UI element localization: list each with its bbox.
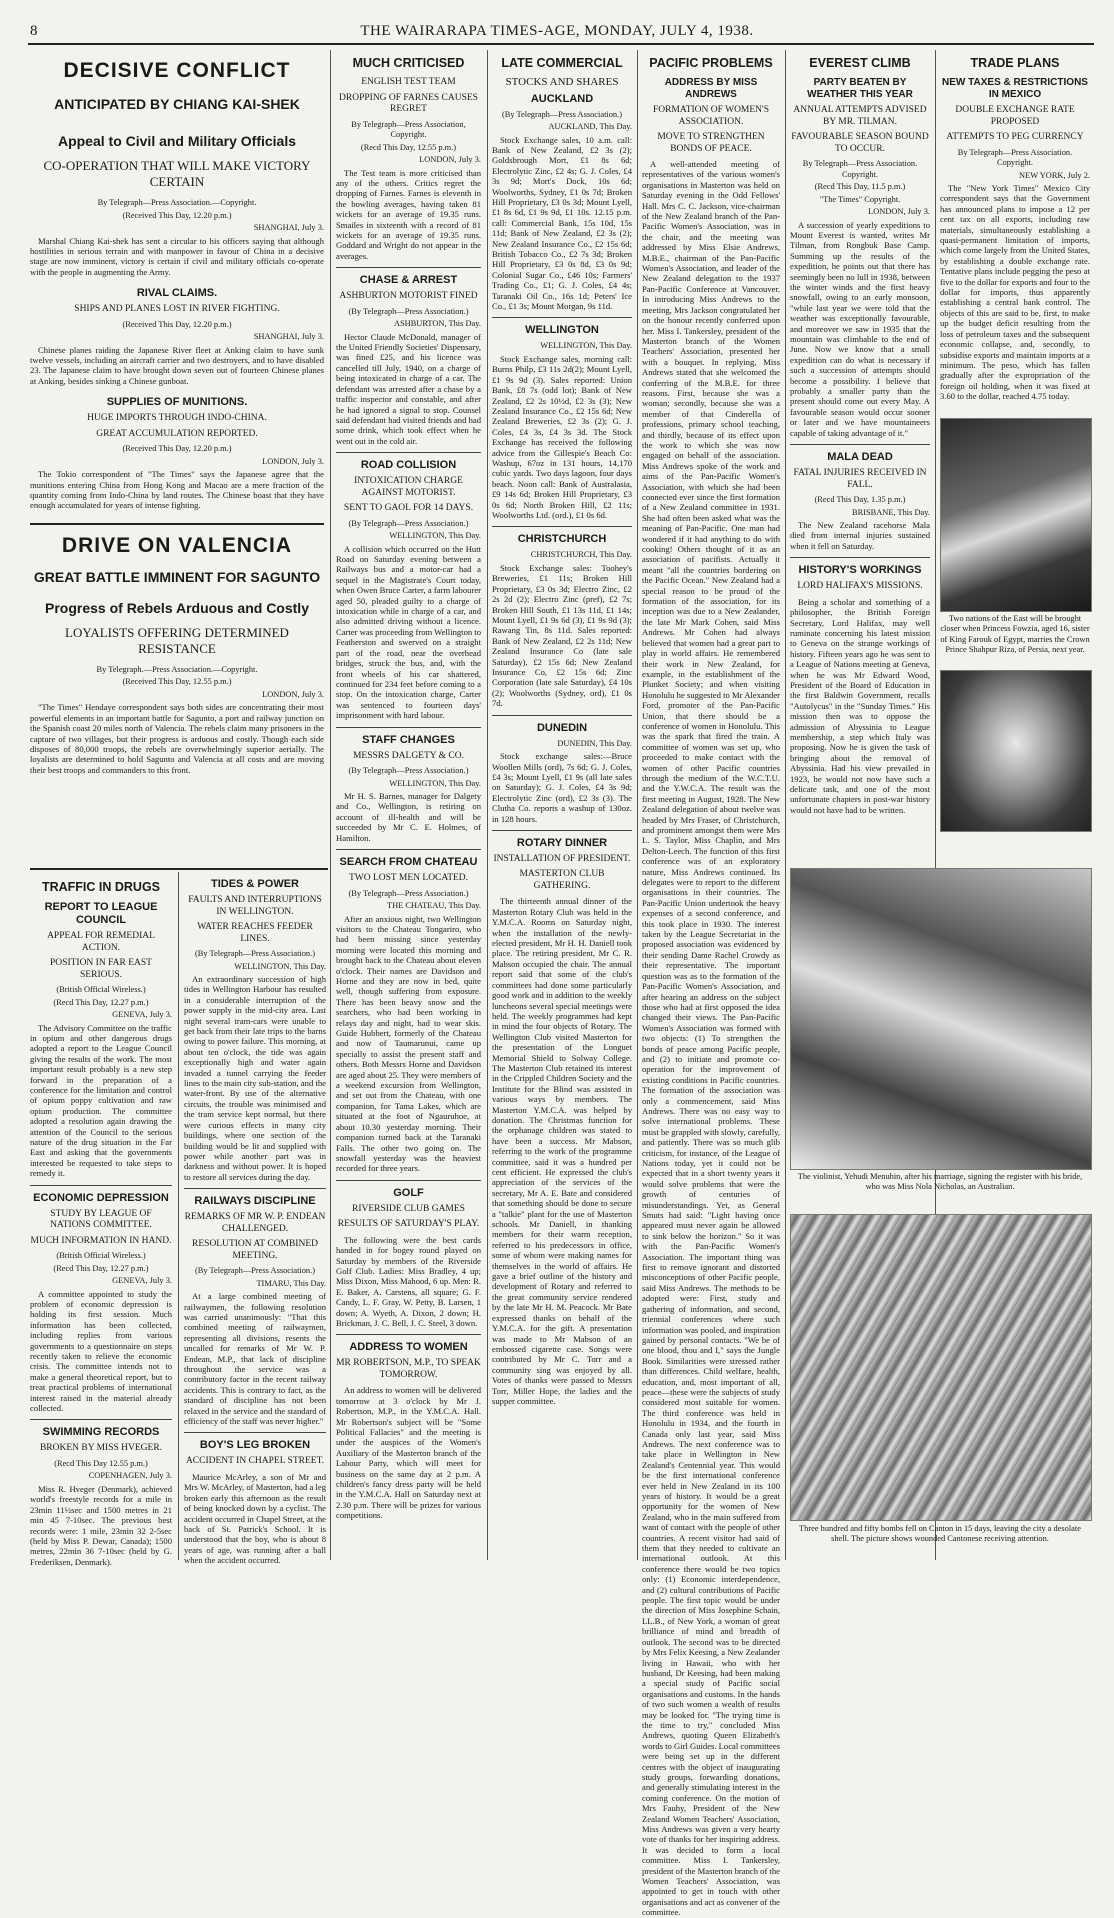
article-body: Chinese planes raiding the Japanese River fleet at Anking claim to have sunk twelve vessels, including an aircraft carrier and two destroyers, and to have disabled 23. The Japanese claim to have brought down seven out of fourteen Chinese planes at Anking, besides sinking a Chinese gunboat. (30, 344, 324, 386)
subheadline: DROPPING OF FARNES CAUSES REGRET (339, 92, 478, 114)
received: (Received This Day, 12.55 p.m.) (122, 677, 232, 687)
headline: BOY'S LEG BROKEN (199, 1439, 311, 1452)
article-body: The Tokio correspondent of "The Times" says the Japanese agree that the munitions entering China from Hong Kong and Macao are a mere fraction of the quantity coming from Indo-China by land routes. The Chinese boast that they have enough accumulated for years of intense fighting. (30, 469, 324, 511)
byline: (By Telegraph—Press Association.) (502, 109, 622, 119)
dateline: DUNEDIN, This Day. (557, 738, 632, 748)
dateline: LONDON, July 3. (868, 207, 930, 216)
headline: PACIFIC PROBLEMS (649, 56, 773, 70)
subheadline: INSTALLATION OF PRESIDENT. (493, 853, 631, 864)
dateline: LONDON, July 3. (262, 456, 324, 466)
subheadline: RESOLUTION AT COMBINED MEETING. (192, 1239, 318, 1261)
subheadline: GREAT ACCUMULATION REPORTED. (96, 428, 258, 439)
section-rule (336, 1180, 481, 1181)
princess-photo (940, 418, 1092, 612)
headline: ADDRESS TO WOMEN (349, 1341, 468, 1354)
deck: LOYALISTS OFFERING DETERMINED RESISTANCE (65, 624, 289, 656)
section-heading: WELLINGTON (525, 324, 599, 337)
subheadline: MR ROBERTSON, M.P., TO SPEAK TOMORROW. (336, 1358, 481, 1380)
credit: "The Times" Copyright. (819, 194, 901, 204)
headline: DRIVE ON VALENCIA (61, 533, 293, 557)
dateline: CHRISTCHURCH, This Day. (530, 550, 632, 560)
section-rule (30, 1185, 172, 1186)
column-trade (940, 50, 1090, 410)
received: (Recd This Day, 1.35 p.m.) (814, 495, 906, 505)
article-body: A well-attended meeting of representatives of the various women's organisations in Masterton was held on Saturday evening in the Odd Fellows' Hall. Mrs C. C. Jackson, vice-chairman of the New Zealand branch of the Pan-Pacific Women's Association, was in the chair, and the meeting was addressed by Miss Elsie Andrews, M.B.E., chairman of the Pan-Pacific Women's Association, and leader of the New Zealand delegation to the 1937 Pan-Pacific Conference at Vancouver. In introducing Miss Andrews to the meeting, Mrs Jackson congratulated her on the honour recently conferred upon her. Miss I. Tankersley, president of the Masterton branch of the Women Teachers' Association, presented her with a bouquet. In replying, Miss Andrews stated that she welcomed the conferring of the M.B.E. for three reasons. First, because she was a woman; secondly, because she was a member of that Cinderella of professions, primary school teaching, and thirdly, because of its effect upon the work to which she was now engaged on behalf of the association. Miss Andrews spoke of the work and aims of the Pan-Pacific Women's Association, with which she had been connected ever since the first formation of a New Zealand committee in 1931. She had often been asked what was the meaning of Pan-Pacific. One man had wondered if it had anything to do with cooking! Others thought of it as an association of pacifists. Actually it meant "all the countries bordering on the Pacific Ocean." New Zealand had a special reason to be proud of the formation of the association, for its inception was due to a New Zealander, the late Mr Mark Cohen, said Miss Andrews. Mr Cohen had always believed that women had a great part to play in world affairs. He remembered their work in New Zealand, for example, in the establishment of the Plunket Society; and when visiting Honolulu he suggested to Mr Alexander Ford, promoter of the Pan-Pacific Union, that there should be a conference of women in Honolulu. This was the spark that fired the train. A committee of women was set up, who proceeded to make contact with the women of other Pacific countries through the medium of the W.C.T.U. and the Y.W.C.A. The result was the first meeting in August, 1928. The New Zealand delegation of about twelve was headed by Mrs Fraser, of Christchurch, and prominent amongst them were Mrs L. S. Taylor, Miss Chaplin, and Mrs Delton-Leech. The function of this first conference was of an exploratory nature, Miss Andrews continued. Its delegates were to report to the different organisations in their countries. The Pan-Pacific Union undertook the heavy expenses of a second conference, and this took place in 1930. The interest taken by the League Secretariat in the proposed association was evidenced by their sending Dame Rachel Crowdy as their representative. The important question was as to the formation of the Pan-Pacific Women's Association, and after hearing an address on the subject those who had at first opposed the idea changed their views. The Pan-Pacific Women's Association was formed with two objects: (1) To strengthen the bonds of peace among Pacific people, and (2) to initiate and promote co-operation for the improvement of existing conditions in Pacific countries. The formation of the association was only a commencement, said Miss Andrews. There was no easy way to solve international problems. These must be grappled with slowly, carefully, and patiently. There was so much glib criticism, for instance, of the League of Nations today, yet it could not be expected that in a short twenty years it would solve problems that were the growth of centuries of misunderstandings. Yet, as General Smuts had said: "Light having once appeared must never again be allowed to sink below the horizon." So it was with the Pan-Pacific Women's Association. The important thing was first to remove ignorant and distorted misconceptions of other Pacific people, said Miss Andrews. The methods to be adopted were: First, study and gathering of information, and second, triennial conferences where such information was pooled, and inspiration gained by personal contacts. "We be of one blood, thou and I," says the Jungle Book. Similarities were stressed rather than differences. Child welfare, health, education, and, most important of all, peace—these were the subjects of study considered most suitable for women. The third conference was held in Honolulu in 1934, and the fourth in Canada only last year, said Miss Andrews. The next conference was to take place in Wellington in New Zealand's Centennial year. This would be the first international conference ever held in New Zealand in its 100 years of history. It would be a great opportunity for the women of New Zealand, who in the main suffered from want of contact with the people of other countries. A recent visitor had said of them that they needed to cultivate an international outlook. At this conference there would be two topics only: (1) Economic interdependence, and (2) cultural contributions of Pacific people. The first topic would be under the direction of Miss Josephine Schain, LL.B., of New York, a woman of great brilliance of mind and breadth of outlook. The second was to be directed by Mrs Felix Keesing, a New Zealander living in Hawaii, who with her husband, Dr Keesing, had been making a special study of Pacific social organisations and customs. In the hands of two such women a wealth of results may be looked for. "The trying time is the time to try," concluded Miss Andrews, quoting Queen Elizabeth's words to Girl Guides. Local committees were being set up in the different centres with the object of inaugurating study groups, forwarding donations, and generally stimulating interest in the coming conference. On the motion of Mrs Fauhy, President of the New Zealand Women Teachers' Association, Miss Andrews was given a very hearty vote of thanks for her inspiring address. It was decided to form a local committee. Miss I. Tankersley, president of the Masterton branch of the Women Teachers' Association, was appointed to get in touch with other organisations and act as convener of the committee. (642, 159, 780, 1918)
article-body: A collision which occurred on the Hutt Road on Saturday evening between a Railways bus and a motor-car had a sequel in the Magistrate's Court today, when Owen Bruce Carter, a farm labourer aged 50, pleaded guilty to a charge of intoxication while in charge of a car, and also admitted driving without a licence. Carter was proceeding from Wellington to Featherston and swerved on a straight part of the road, near the overhead bridges, struck the bus, and, with the front wheels of his car shattered, continued for 234 feet before coming to a stop. On the intoxication charge, Carter was sentenced to fourteen days' imprisonment with hard labour. (336, 543, 481, 721)
subheadline: FAULTS AND INTERRUPTIONS IN WELLINGTON. (188, 895, 322, 917)
section-rule (492, 830, 632, 831)
article-body: An extraordinary succession of high tides in Wellington Harbour has resulted in a considerable interruption of the power supply in the mid-city area. Last night several tram-cars were unable to get back from their late trips to the barns owing to power failure. This morning, at about ten o'clock, the tide was again exceptionally high and water again invaded a tunnel carrying the feeder lines to the main city sub-station, and the water-front. By use of the alternative circuits, the trouble was minimised and the tram service kept normal, but there were curious effects in many city buildings, where one section of the building would be lit and supplied with power while another part was in darkness and without power. It is hoped to restore all services during the day. (184, 974, 326, 1182)
subheadline: WATER REACHES FEEDER LINES. (197, 922, 313, 944)
section-rule (336, 727, 481, 728)
subheadline: DOUBLE EXCHANGE RATE PROPOSED (955, 105, 1075, 127)
subheadline: HUGE IMPORTS THROUGH INDO-CHINA. (87, 413, 267, 424)
subheadline: INTOXICATION CHARGE AGAINST MOTORIST. (354, 476, 463, 498)
subheadline: NEW TAXES & RESTRICTIONS IN MEXICO (942, 77, 1088, 100)
article-body: Stock exchange sales:—Bruce Woollen Mills (ord), 7s 6d; G. J. Coles, £4 3s; Mount Lyell, £1 9s (all late sales on Saturday); G. J. Coles, £4 3s 9d; Electrolytic Zinc (ord), £2 3s (3). The Clutha Co. reports a washup of 130oz. in 128 hours. (492, 751, 632, 824)
article-body: Marshal Chiang Kai-shek has sent a circular to his officers saying that although hostilities in serious terrain and with manpower in favour of China in a decisive stage are now imminent, victory is certain if civil and military officials co-operate with the people in augmenting the Army. (30, 235, 324, 277)
headline: RIVAL CLAIMS. (136, 287, 218, 300)
received: (Received This Day, 12.20 p.m.) (122, 319, 232, 329)
byline: (British Official Wireless.) (56, 985, 146, 994)
received: (Recd This Day, 12.27 p.m.) (53, 1263, 149, 1273)
section-rule (30, 868, 328, 870)
dateline: COPENHAGEN, July 3. (88, 1471, 172, 1481)
subheadline: ANTICIPATED BY CHIANG KAI-SHEK (54, 96, 300, 112)
subheadline: PARTY BEATEN BY WEATHER THIS YEAR (807, 77, 913, 100)
headline: STAFF CHANGES (362, 733, 455, 746)
subheadline: STUDY BY LEAGUE OF NATIONS COMMITTEE. (50, 1208, 152, 1231)
dateline: NEW YORK, July 2. (1019, 170, 1090, 180)
article-body: Maurice McArley, a son of Mr and Mrs W. McArley, of Masterton, had a leg broken early this afternoon as the result of being knocked down by a cyclist. The accident occurred in Chapel Street, at the back of St. Patrick's School. It is understood that the boy, who is about 8 years of age, was running after a ball when the accident occurred. (184, 1471, 326, 1566)
dateline: AUCKLAND, This Day. (548, 122, 632, 131)
article-body: After an anxious night, two Wellington visitors to the Chateau Tongariro, who had been missing since yesterday morning were located this morning and brought back to the Chateau about eleven o'clock. Their names are Davidson and Horne and they are now in bed, quite well, though suffering from exposure. There has been heavy snow and the searchers, who had been working in relays day and night, had to wear skis. Guide Hubbert, formerly of the Chateau and now of Taumarunui, came up specially to assist the present staff and others. Both Messrs Horne and Davidson are aged about 25. They were members of a weekend excursion from Wellington, and set out from the Chateau, with one companion, for Tama Lakes, which are situated at the foot of Ngauruhoe, at about 10.30 yesterday morning. Their companion turned back at the Taranaki Falls. The other two going on. The snowfall yesterday was the heaviest recorded for three years. (336, 913, 481, 1174)
article-body: The Test team is more criticised than any of the others. Critics regret the dropping of Farnes. Farnes is eleventh in the bowling averages, having taken 81 wickets for an average of 19.35 runs. Smailes in sixteenth with a record of 81 wickets for an average of 19.35 runs. Goddard and Wright do not appear in the averages. (336, 167, 481, 261)
byline: (By Telegraph—Press Association.) (195, 1266, 315, 1276)
left-bottom-column (30, 874, 172, 1567)
section-rule (492, 715, 632, 716)
section-rule (492, 317, 632, 318)
received: (Received This Day, 12.20 p.m.) (122, 444, 232, 454)
dateline: THE CHATEAU, This Day. (387, 901, 481, 911)
subheadline: SENT TO GAOL FOR 14 DAYS. (343, 503, 474, 514)
received: (Recd This Day 12.55 p.m.) (54, 1458, 148, 1468)
headline: MUCH CRITICISED (352, 56, 465, 70)
section-rule (492, 526, 632, 527)
subheadline: RESULTS OF SATURDAY'S PLAY. (337, 1219, 480, 1230)
column-everest (790, 50, 930, 910)
column-divider (330, 50, 331, 1560)
photo-caption: Two nations of the East will be brought closer when Princess Fowzia, aged 16, sister of King Farouk of Egypt, marries the Crown Prince Shahpur Riza, of Persia, next year. (940, 614, 1090, 655)
byline: (By Telegraph—Press Association.) (195, 949, 315, 958)
column-divider (487, 50, 488, 1560)
left-bottom-column-2 (184, 874, 326, 1566)
received: (Received This Day, 12.20 p.m.) (122, 210, 232, 220)
byline: By Telegraph—Press Association, Copyright. (351, 119, 466, 139)
subheadline: FORMATION OF WOMEN'S ASSOCIATION. (652, 105, 770, 127)
byline: (By Telegraph—Press Association.) (348, 766, 469, 776)
dateline: WELLINGTON, This Day. (389, 531, 481, 541)
article-body: The thirteenth annual dinner of the Masterton Rotary Club was held in the Y.M.C.A. Rooms on Saturday night, when the installation of the newly-elected president, Mr H. H. Daniell took place. The retiring president, Mr C. R. Mabson occupied the chair. The annual report said that some of the club's committees had done some particularly good work and in addition to the weekly luncheons several special meetings were held. The weekly programmes had kept in mind the four objects of Rotary. The Wellington Club visited Masterton for the presentation of the Longuet Memorial Shield to Solway College. The Masterton Club retained its interest in the Crippled Children Society and the Institute for the Blind was assisted in various ways by members. The Masterton Y.M.C.A. was helped by donation. The Christmas function for the orphanage children was stated to have been a success. Mr Mabson, referring to the work of the programme committee, said it was a hundred per cent efficient. He expressed the club's appreciation of the services of the secretary, Mr A. E. Bate and considered that something should be done to secure a "talkie" plant for the use of Masterton schools. Mr Daniell, in thanking members for their warm reception, referred to his predecessors in office, some of whom were making names for themselves in the world of affairs. He gave a brief outline of the history and development of Rotary and referred to the great community service rendered by the late Mr H. M. Peacock. Mr Bate expressed thanks on behalf of the Y.M.C.A. for the gift. A presentation was made to Mr Mabson of an embossed cigarette case. Songs were contributed by Mr C. Torr and a community sing was enjoyed by all. Votes of thanks were passed to Messrs Torr, Miller Hope, the ladies and the supper committee. (492, 896, 632, 1406)
dateline: BRISBANE, This Day. (852, 507, 930, 517)
dateline: WELLINGTON, This Day. (540, 341, 632, 351)
subheadline: ASHBURTON MOTORIST FINED (339, 291, 478, 302)
subheadline: ATTEMPTS TO PEG CURRENCY (946, 132, 1084, 142)
section-rule (336, 1334, 481, 1335)
byline: By Telegraph—Press Association.—Copyright. (97, 198, 257, 207)
subheadline: LORD HALIFAX'S MISSIONS. (797, 581, 923, 592)
section-rule (30, 1419, 172, 1420)
subheadline: RIVERSIDE CLUB GAMES (352, 1203, 465, 1214)
headline: DECISIVE CONFLICT (63, 59, 291, 82)
headline: TRAFFIC IN DRUGS (41, 880, 161, 894)
subheadline: MUCH INFORMATION IN HAND. (30, 1235, 172, 1246)
headline: TRADE PLANS (970, 56, 1060, 70)
column-pacific (642, 50, 780, 1918)
headline: LATE COMMERCIAL (501, 56, 623, 70)
article-body: The New Zealand racehorse Mala died from internal injuries sustained when it fell on Saturday. (790, 520, 930, 551)
headline: ECONOMIC DEPRESSION (33, 1191, 169, 1204)
article-body: At a large combined meeting of railwaymen, the following resolution was carried unanimously: "That this combined meeting of railwaymen, representing all divisions, resents the uncalled for remarks of Mr W. P. Endean, M.P., that lack of discipline throughout the service was a contributory factor in the recent railway accidents. This is contrary to fact, as the standard of discipline has not been relaxed in the service and the standard of efficiency of the staff was never higher." (184, 1291, 326, 1426)
dateline: ASHBURTON, This Day. (393, 319, 481, 329)
subheadline: ACCIDENT IN CHAPEL STREET. (185, 1456, 325, 1467)
received: (Recd This Day, 12.27 p.m.) (53, 997, 149, 1007)
article-body: Hector Claude McDonald, manager of the United Friendly Societies' Dispensary, was fined £25, and his licence was cancelled till July, 1940, on a charge of being intoxicated in charge of a car. The defendant was arrested after a chase by a traffic inspector and constable, and after he had ignored a signal to stop. Counsel said defendant had visited friends and had some drink, which took effect when he went out in the cold air. (336, 331, 481, 446)
article-body: A committee appointed to study the problem of economic depression is holding its first session. Much information has been collected, including replies from various governments to a questionnaire on steps recently taken to relieve the economic crisis. The committee intends not to make a general theoretical report, but to treat practical problems of international interest raised in the material already collected. (30, 1288, 172, 1414)
article-body: Miss R. Hveger (Denmark), achieved world's freestyle records for a mile in 23min 11½sec and 1500 metres in 21 min 45 7-10sec. The previous best records were: 1 mile, 23min 32 2-5sec (held by Miss P. Dewar, Canada); 1500 metres, 22min 36 7-10sec (held by G. Frederiksen, Denmark). (30, 1483, 172, 1567)
byline: By Telegraph—Press Association. Copyright. (957, 147, 1073, 167)
column-criticised (336, 50, 481, 1560)
subheadline: ANNUAL ATTEMPTS ADVISED BY MR. TILMAN. (793, 105, 927, 127)
headline: SUPPLIES OF MUNITIONS. (106, 396, 248, 409)
subheadline: APPEAL FOR REMEDIAL ACTION. (47, 931, 155, 953)
column-divider (178, 872, 179, 1560)
headline: SWIMMING RECORDS (42, 1426, 160, 1439)
column-commercial (492, 50, 632, 1560)
headline: EVEREST CLIMB (809, 56, 911, 70)
masthead-rule (28, 43, 1094, 45)
column-divider (637, 50, 638, 1560)
section-heading: CHRISTCHURCH (517, 533, 607, 546)
subheadline: Progress of Rebels Arduous and Costly (45, 599, 309, 616)
byline: (By Telegraph—Press Association.) (348, 518, 469, 528)
subheadline: ENGLISH TEST TEAM (361, 77, 456, 87)
deck: CO-OPERATION THAT WILL MAKE VICTORY CERTAIN (43, 158, 311, 189)
headline: TIDES & POWER (210, 878, 299, 890)
byline: (By Telegraph—Press Association.) (348, 888, 469, 898)
headline: CHASE & ARREST (359, 274, 458, 287)
section-heading: DUNEDIN (536, 721, 588, 734)
subheadline: FATAL INJURIES RECEIVED IN FALL. (793, 468, 927, 490)
headline: ROTARY DINNER (516, 836, 608, 849)
subheadline: POSITION IN FAR EAST SERIOUS. (50, 958, 152, 980)
section-rule (30, 523, 324, 525)
dateline: LONDON, July 3. (262, 689, 324, 699)
article-body: A succession of yearly expeditions to Mount Everest is wanted, writes Mr Tilman, from Rongbuk Base Camp. Summing up the results of the expedition, he points out that there has seemingly been no lull in 1938, between the winter winds and the first heavy snowfall, owing to an early monsoon, "while last year we were told that the weather was exceptionally favourable, and moreover we saw in 1935 that the mountain was climbable to the end of June. Now we know that a small expedition can do what is necessary if such a succession of attempts should become a possibility. I believe that probably a smaller party than the present should come out every May. A favourable season would occur sooner or later and we have mountaineers capable of taking advantage of it." (790, 219, 930, 438)
subheadline: REMARKS OF MR W. P. ENDEAN CHALLENGED. (184, 1212, 326, 1234)
article-body: Stock Exchange sales, 10 a.m. call: Bank of New Zealand, £2 3s (2); Goldsbrough Mort, £1 8s 6d; Electrolytic Zinc, £2 4s; G. J. Coles, £4 3s 9d; Mort's Dock, 10s 6d; Woolworths, Sydney, £1 0s 7d; Broken Hill Proprietary, £3 0s 3d; Mount Lyell, £1 8s 6d, £1 9s 9d, £1 10s. 12.15 p.m. call: Commercial Bank, 15s 10d, 15s 11d; Bank of New Zealand, £2 3s (2); New Zealand Insurance Co., £2 15s 6d; British Tobacco Co., £2 7s 3d; Broken Hill Proprietary, £3 0s 8d, £3 0s 9d; Colonial Sugar Co., £46 10s; Farmers' Trading Co., £1; G. J. Coles, £4 4s; Taranaki Oil Co., 16s 1d; Peters' Ice Co., £1 3s; Mount Morgan, 9s 11d. (492, 134, 632, 311)
subheadline: MASTERTON CLUB GATHERING. (519, 869, 605, 891)
headline: RAILWAYS DISCIPLINE (194, 1195, 316, 1208)
subheadline: FAVOURABLE SEASON BOUND TO OCCUR. (791, 132, 929, 154)
dateline: TIMARU, This Day. (256, 1278, 326, 1288)
canton-photo (790, 1214, 1092, 1521)
crown-prince-photo (940, 670, 1092, 832)
article-body: Stock Exchange sales, morning call: Burns Philp, £3 11s 2d(2); Mount Lyell, £1 9s 9d (3). Sales reported: Union Bank, £8 7s (odd lot); Bank of New Zealand, £2 2s 10½d, £2 3s (3); New Zealand Insurance Co., £2 15s 6d; New Zealand Breweries, £2 3s (2); G. J. Coles, £4 3s, £4 3s 3d. The Stock Exchange has received the following advice from the Gillespie's Beach Co: Washup, 67oz in 131 hours, 14,170 cubic yards. Two days lagoon, four days beach. Noon call: Bank of Australasia, £9 14s 6d; Broken Hill Proprietary, £3 0s 6d; North Broken Hill, £2 11s; Woolworths Ltd. (ord.), £1 0s 6d. (492, 353, 632, 520)
photo-caption: Three hundred and fifty bombs fell on Canton in 15 days, leaving the city a desolate shell. The picture shows wounded Cantonese receiving attention. (799, 1524, 1081, 1544)
byline: (British Official Wireless.) (56, 1251, 146, 1261)
byline: By Telegraph.—Press Association.—Copyright. (96, 664, 258, 674)
subheadline: MOVE TO STRENGTHEN BONDS OF PEACE. (657, 132, 765, 154)
dateline: SHANGHAI, July 3. (253, 332, 324, 342)
received: (Recd This Day, 12.55 p.m.) (360, 142, 457, 152)
subheadline: Appeal to Civil and Military Officials (57, 133, 297, 149)
article-body: An address to women will be delivered tomorrow at 3 o'clock by Mr J. Robertson, M.P., in the Y.M.C.A. Hall. Mr Robertson's subject will be "Some Political Fallacies" and the meeting is under the auspices of the Women's Auxiliary of the Masterton branch of the Labour Party, which will meet for business on the same day at 2 p.m. A children's fancy dress party will be held in the Y.M.C.A. Hall on Saturday next at 2.30 p.m. There will be prizes for various competitions. (336, 1385, 481, 1521)
headline: MALA DEAD (827, 451, 893, 464)
headline: HISTORY'S WORKINGS (798, 564, 922, 577)
subheadline: TWO LOST MEN LOCATED. (348, 873, 469, 884)
article-body: "The Times" Hendaye correspondent says both sides are concentrating their most powerful elements in an important battle for Sagunto, a port and railway junction on the Spanish coast 20 miles north of Valencia. The rebels claim many prisoners in the capture of two villages, but their progress is arduous and costly. Though each side disposes of 80,000 troops, the rebels are overwhelmingly superior aerially. The loyalists are determined to hold Sagunto and Valencia at all costs and are moving their best troops and commanders to this front. (30, 702, 324, 775)
article-body: The following were the best cards handed in for bogey round played on Saturday by members of the Riverside Golf Club. Ladies: Miss Bradley, 4 up; Miss Dixon, Miss Mahood, 6 up. Men: R. E. Baker, A. Carstens, all square; G. F. Candy, L. F. Gray, W. Petty, B. Larsen, 1 down; A. Wyeth, A. Dixon, 2 down; H. Brickman, J. C. Bell, J. C. Steel, 3 down. (336, 1234, 481, 1328)
subheadline: MESSRS DALGETY & CO. (352, 750, 465, 761)
subheadline: GREAT BATTLE IMMINENT FOR SAGUNTO (33, 568, 321, 585)
byline: By Telegraph—Press Association. Copyright. (802, 159, 918, 179)
article-body: The Advisory Committee on the traffic in opium and other dangerous drugs adopted a report to the League Council giving the results of the work. The most important result probably is a new step forward in the preparation of a conference for the limitation and control of opium poppy cultivation and raw opium production. The committee adopted a resolution again drawing the attention of the Council to the serious nature of the drug situation in the Far East and asking that the governments interested be requested to take steps to remedy it. (30, 1022, 172, 1179)
section-rule (336, 452, 481, 453)
left-wide-column (30, 50, 324, 865)
headline: GOLF (393, 1186, 424, 1199)
wedding-photo (790, 868, 1092, 1170)
masthead (0, 0, 1114, 46)
section-rule (184, 1432, 326, 1433)
article-body: Mr H. S. Barnes, manager for Dalgety and Co., Wellington, is retiring on account of ill-health and will be succeeded by Mr C. E. Holmes, of Hamilton. (336, 791, 481, 843)
subheadline: ADDRESS BY MISS ANDREWS (664, 77, 758, 100)
headline: ROAD COLLISION (360, 459, 457, 472)
subheadline: BROKEN BY MISS HVEGER. (39, 1443, 163, 1454)
dateline: GENEVA, July 3. (112, 1276, 172, 1286)
dateline: SHANGHAI, July 3. (253, 223, 324, 232)
byline: (By Telegraph—Press Association.) (348, 306, 469, 316)
subheadline: REPORT TO LEAGUE COUNCIL (44, 901, 158, 926)
newspaper-title: THE WAIRARAPA TIMES-AGE, MONDAY, JULY 4, 1938. (360, 23, 754, 39)
photo-caption: The violinist, Yehudi Menuhin, after his marriage, signing the register with his bride, who was Miss Nola Nicholas, an Australian. (797, 1172, 1083, 1192)
dateline: WELLINGTON, This Day. (234, 961, 326, 971)
section-rule (336, 849, 481, 850)
dateline: WELLINGTON, This Day. (389, 778, 481, 788)
subheadline: SHIPS AND PLANES LOST IN RIVER FIGHTING. (74, 304, 280, 315)
section-rule (336, 267, 481, 268)
subheadline: STOCKS AND SHARES (505, 76, 619, 88)
received: (Recd This Day, 11.5 p.m.) (814, 182, 906, 191)
section-heading: AUCKLAND (530, 92, 594, 105)
article-body: The "New York Times" Mexico City correspondent says that the Government has announced plans to impose a 12 per cent tax on all exports, including raw materials, simultaneously establishing a quasi-permanent limitation of imports, which come largely from the United States, by establishing a double exchange rate. Tentative plans include pegging the peso at five to the dollar for exports and four to the dollar for imports, thus apparently establishing a central bank control. The objects of this are said to be, first, to make up the budget deficit resulting from the loss of petroleum taxes and the subsequent economic collapse, and, secondly, to subsidise exports and maintain imports at a minimum. The peso, which has fallen gradually after the expropriation of the foreign oil holding, when it was fixed at 3.60 to the dollar, reached 4.75 today. (940, 183, 1090, 402)
article-body: Being a scholar and something of a philosopher, the British Foreign Secretary, Lord Halifax, may well ruminate concerning his latest mission to Geneva on the strange workings of history. Fifteen years ago he was sent to a League of Nations meeting at Geneva, when he was Mr Edward Wood, President of the Board of Education in the first Baldwin Government, recalls "Autolycus" in the "Sunday Times." His mission then was to oppose the admission of Abyssinia to League membership, a step which Italy was proposing. Now he is given the task of bringing about the removal of Abyssinia. Had his view prevailed in 1923, he would not now have such a delicate task, and one of the most unfortunate chapters in post-war history would not have had to be written. (790, 596, 930, 815)
section-rule (790, 557, 930, 558)
column-divider (785, 50, 786, 1560)
article-body: Stock Exchange sales: Toohey's Breweries, £1 11s; Broken Hill Proprietary, £3 0s 3d; Electro Zinc, £2 2s 2d (2); Electro Zinc (pref), £2 7s; Broken Hill South, £1 13s 11d, £1 14s; Mount Lyell, £1 9s 6d (3), £1 9s 9d (3); Rawang Tin, 8s 11d. Sales reported: Bank of New Zealand, £2 2s 11d; New Zealand Insurance Co (late sale Saturday), £2 15s 6d; New Zealand Insurance Co, £2 15s 6d; Zinc Corporation (late sale Saturday), £4 10s (2); Woolworths (Sydney, ord), £1 0s 7d. (492, 562, 632, 709)
section-rule (790, 444, 930, 445)
page-number: 8 (30, 23, 38, 39)
dateline: GENEVA, July 3. (112, 1010, 172, 1019)
headline: SEARCH FROM CHATEAU (339, 856, 478, 869)
section-rule (184, 1188, 326, 1189)
dateline: LONDON, July 3. (419, 155, 481, 164)
